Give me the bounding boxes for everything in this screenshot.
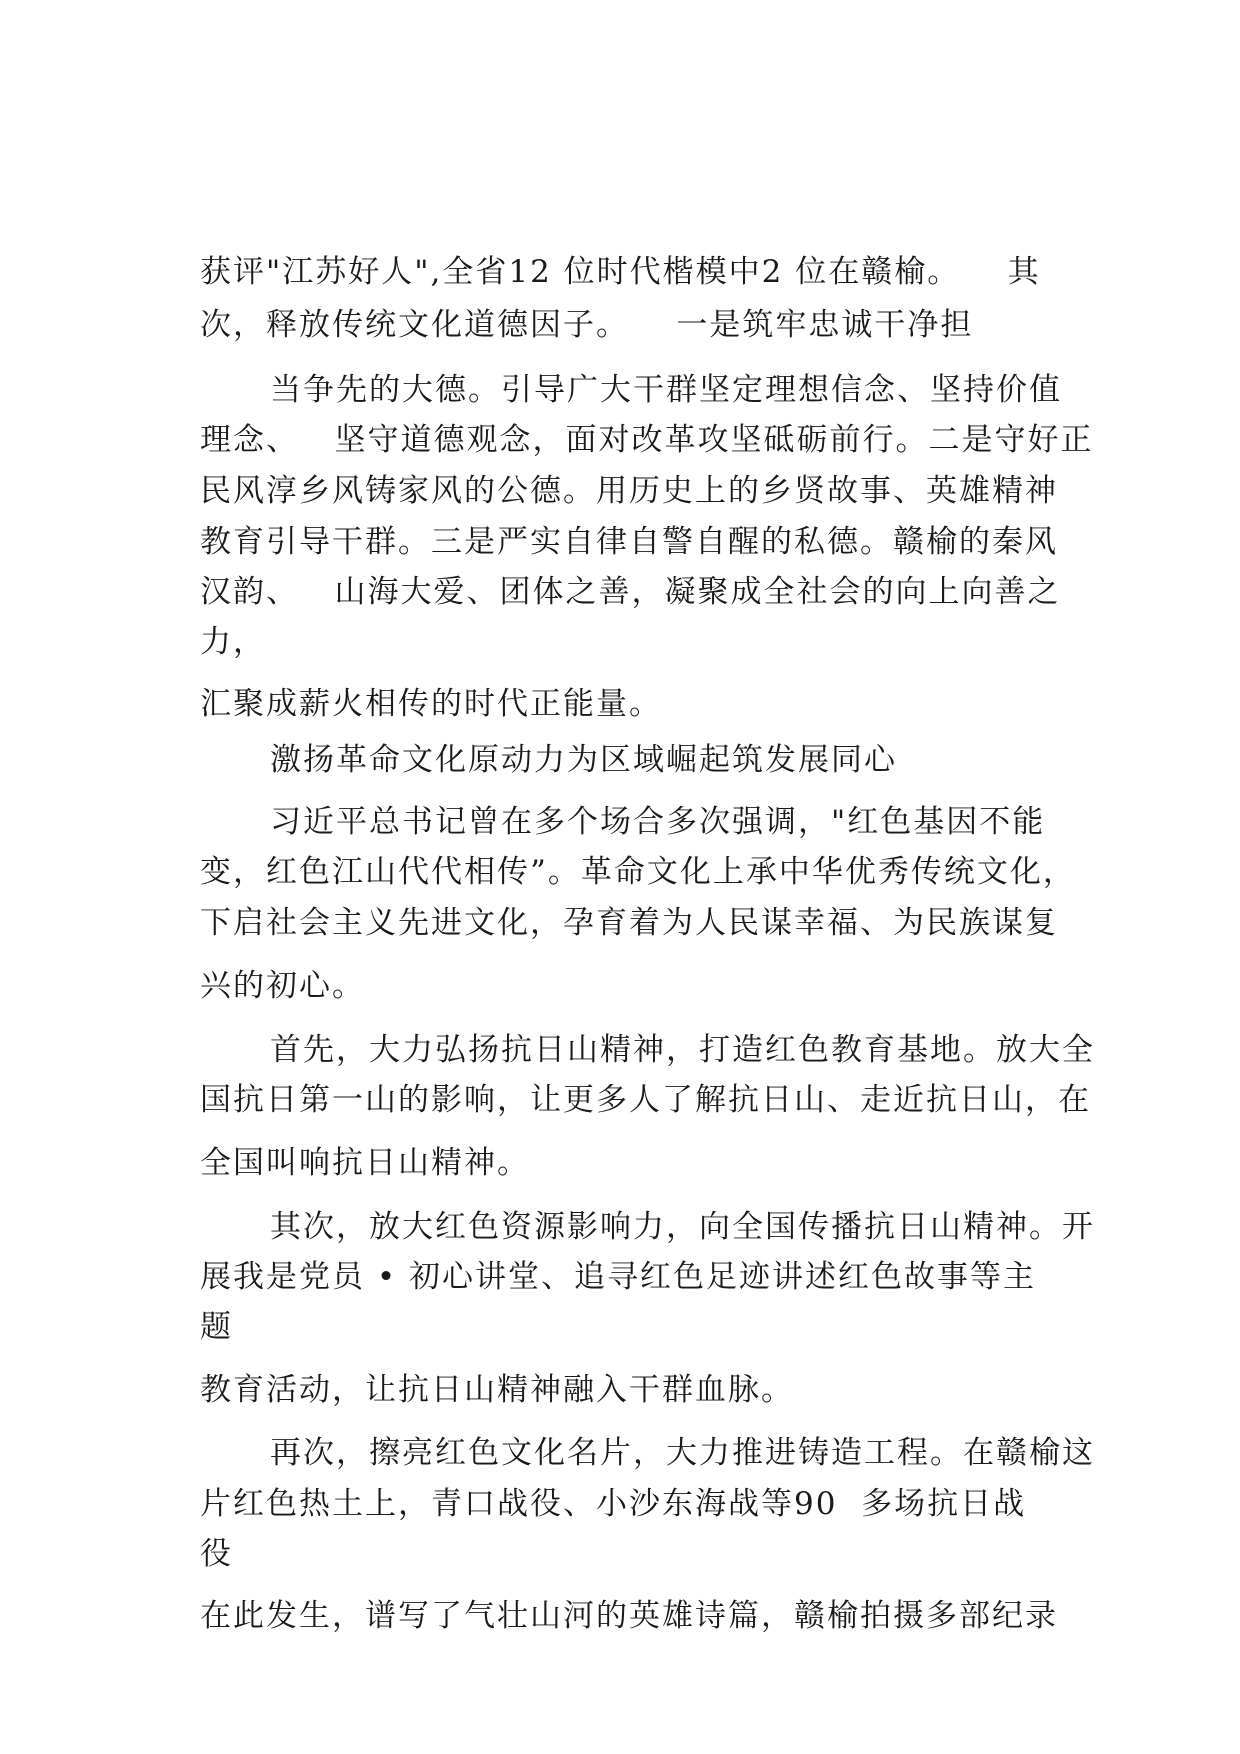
text-line: 下启社会主义先进文化，孕育着为人民谋幸福、为民族谋复 [200,905,1058,941]
text-line: 变，红色江山代代相传”。革命文化上承中华优秀传统文化， [200,854,1076,890]
text-line: 力， [200,624,266,660]
text-line: 兴的初心。 [200,968,365,1004]
text-line: 片红色热土上，青口战役、小沙东海战等90 多场抗日战 [200,1486,1027,1522]
text-line: 题 [200,1309,233,1345]
section-heading: 激扬革命文化原动力为区域崛起筑发展同心 [270,742,897,778]
text-line: 次，释放传统文化道德因子。 一是筑牢忠诚干净担 [200,307,974,343]
text-line: 理念、 坚守道德观念，面对改革攻坚砥砺前行。二是守好正 [200,422,1094,458]
text-line: 民风淳乡风铸家风的公德。用历史上的乡贤故事、英雄精神 [200,473,1058,509]
text-line: 习近平总书记曾在多个场合多次强调，"红色基因不能 [270,804,1046,840]
text-line: 当争先的大德。引导广大干群坚定理想信念、坚持价值 [270,372,1062,408]
text-line: 汇聚成薪火相传的时代正能量。 [200,686,662,722]
text-line: 汉韵、 山海大爱、团体之善，凝聚成全社会的向上向善之 [200,574,1061,610]
text-line: 教育引导干群。三是严实自律自警自醒的私德。赣榆的秦风 [200,524,1058,560]
text-line: 再次，擦亮红色文化名片，大力推进铸造工程。在赣榆这 [270,1435,1095,1471]
text-line: 在此发生，谱写了气壮山河的英雄诗篇，赣榆拍摄多部纪录 [200,1598,1058,1634]
text-line: 役 [200,1536,233,1572]
text-line: 首先，大力弘扬抗日山精神，打造红色教育基地。放大全 [270,1032,1095,1068]
text-line: 全国叫响抗日山精神。 [200,1145,530,1181]
text-line: 其次，放大红色资源影响力，向全国传播抗日山精神。开 [270,1209,1095,1245]
text-line: 展我是党员 • 初心讲堂、追寻红色足迹讲述红色故事等主 [200,1259,1036,1295]
text-line: 教育活动，让抗日山精神融入干群血脉。 [200,1372,794,1408]
text-line: 获评"江苏好人",全省12 位时代楷模中2 位在赣榆。 其 [200,254,1041,290]
text-line: 国抗日第一山的影响，让更多人了解抗日山、走近抗日山，在 [200,1082,1091,1118]
